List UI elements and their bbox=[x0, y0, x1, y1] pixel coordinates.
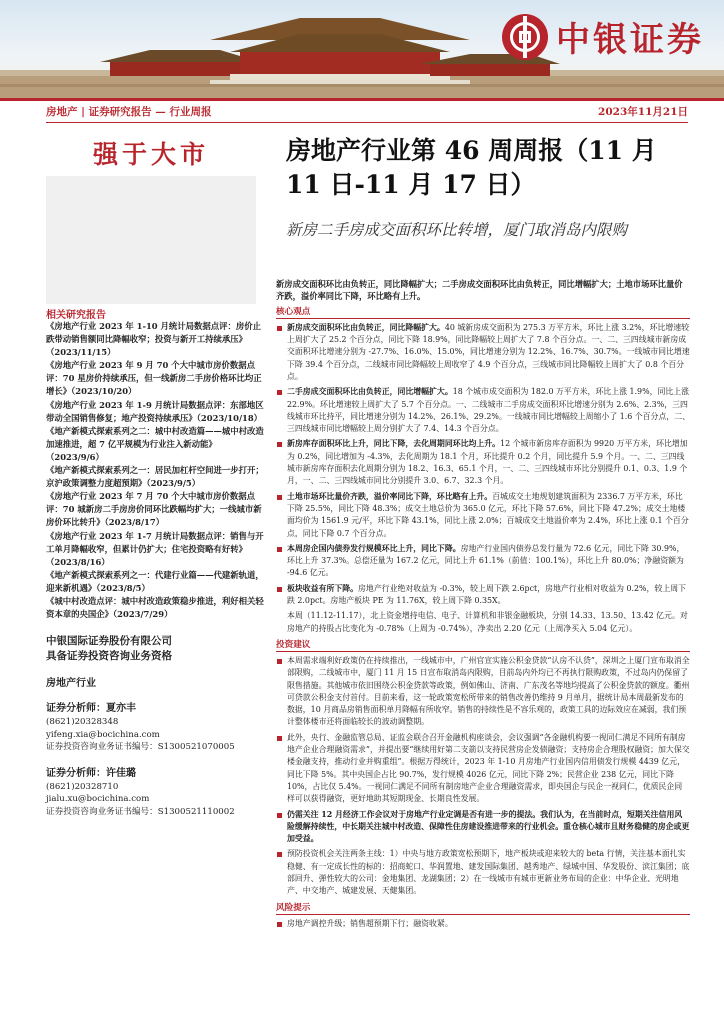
bank-of-china-logo-icon bbox=[502, 14, 548, 60]
related-reports-list bbox=[46, 320, 264, 621]
advice-text: 此外，央行、金融监管总局、证监会联合召开金融机构座谈会，会议强调“各金融机构要一视同仁满足不同所有制房地产企业合理融资需求”，并提出要“继续用好第二支箭以支持民营房企发债融资；支持房企合理股权融资；加大保交楼金融支持，推动行业并购重组”。根据万得统计，2023 年 1-10 月房地产行业国内信用债发行规模 4439 亿元，同比下降 5%。其中央国企占比 90.7%，发行规模 4026 亿元，同比下降 2%；民营企业 238 亿元，同比下降 10%，占比仅 5.4%。一视同仁满足不同所有制房地产企业合理融资需求，即央国企与民企一视同仁，优质民企同样可以获得融资，更好地助其短期现金、长期良性发展。 bbox=[287, 732, 690, 804]
analyst-card bbox=[46, 766, 266, 819]
core-point-text: 40 城新房成交面积为 275.3 万平方米，环比上涨 3.2%，环比增速较上周扩大了 25.2 个百分点，同比下降 18.9%，同比降幅较上周扩大了 7.8 个百分点。一、二、三四线城市新房成交面积环比增速分别为 -27.7%、16.0%、15.0%，同比增速分别为 12.2%、16.7%、30.7%。一线城市同比增速下降 39.4 个百分点，二线城市同比降幅较上周收窄了 4.9 个百分点，三线城市同比降幅较上周扩大了 0.8 个百分点。 bbox=[287, 322, 690, 381]
core-point-text: 房地产行业绝对收益为 -0.3%，较上周下跌 2.6pct，房地产行业相对收益为 0.2%，较上周下跌 2.0pct。房地产板块 PE 为 11.76X，较上周下降 0.35X。 bbox=[287, 583, 687, 606]
report-subtitle: 新房二手房成交面积环比转增，厦门取消岛内限购 bbox=[286, 221, 628, 239]
advice-text: 本周需求端利好政策仍在持续推出，一线城市中，广州官宣实施公积金贷款“认房不认贷”，深圳之上厦门宣布取消全部限购，二线城市中，厦门 11 月 15 日宣布取消岛内限购，目前岛内外均已不再执行限购政策，不过岛内仍保留了限售措施。其他城市依旧围绕公积金贷款等政策，例如佛山、济南、广东茂名等地均提高了公积金贷款的额度。衢州可贷款公积金支付首付。目前来看，这一轮政策宽松所带来的销售改善仍维持 9 月单月，据统计局本周最新发布的数据，10 月商品房销售面积单月降幅有所收窄。销售的持续性是不容乐观的，政策工具的边际效应在减弱，我们预计整体楼市还将面临较长的波动调整期。 bbox=[287, 655, 690, 727]
core-point bbox=[276, 438, 690, 487]
bullet-icon bbox=[277, 547, 282, 552]
brand-name: 中银证券 bbox=[556, 20, 704, 60]
analyst-cert: 证券投资咨询业务证书编号：S1300521110002 bbox=[46, 806, 235, 817]
analyst-name: 证券分析师：许佳璐 bbox=[46, 767, 136, 779]
bullet-icon bbox=[277, 813, 282, 818]
core-point bbox=[276, 491, 690, 540]
advice-point bbox=[276, 809, 690, 846]
bullet-icon bbox=[277, 495, 282, 500]
risk-text: 房地产调控升级；销售超预期下行；融资收紧。 bbox=[287, 918, 453, 928]
meta-divider bbox=[46, 122, 688, 123]
report-body bbox=[276, 278, 690, 933]
core-point bbox=[276, 543, 690, 580]
section-divider bbox=[276, 651, 690, 652]
core-point-heading: 新房库存面积环比上升，同比下降，去化周期同环比均上升。 bbox=[287, 439, 501, 449]
related-report-item[interactable]: 《地产新模式探索系列之一：居民加杠杆空间进一步打开；京沪政策调整力度超预期》（2023/9/5） bbox=[46, 465, 264, 489]
advice-point bbox=[276, 655, 690, 729]
sector-name: 房地产行业 bbox=[46, 678, 96, 689]
bullet-icon bbox=[277, 659, 282, 664]
bullet-icon bbox=[277, 736, 282, 741]
section-title-core: 核心观点 bbox=[276, 306, 311, 317]
core-point-heading: 二手房成交面积环比由负转正，同比增幅扩大。 bbox=[287, 387, 453, 397]
core-point-text: 百城成交土地规划建筑面积为 2336.7 万平方米，环比下降 25.5%，同比下降 48.3%；成交土地总价为 365.0 亿元，环比下降 57.6%，同比下降 47.2%；成交土地楼面均价为 1561.9 元/平，环比下降 43.1%，同比上涨 2.0%；百城成交土地溢价率为 2.4%，环比上涨 0.1 个百分点，同比下降 0.7 个百分点。 bbox=[287, 491, 689, 538]
bullet-icon bbox=[277, 922, 282, 927]
related-report-item[interactable]: 《房地产行业 2023 年 9 月 70 个大中城市房价数据点评：70 星房价持续承压，但一线新房二手房价格环比均正增长》（2023/10/20） bbox=[46, 360, 262, 397]
credentials-block bbox=[46, 634, 266, 818]
weekly-note: 本周（11.12-11.17），北上资金增持电信、电子、计算机和非银金融板块，分别 14.33、13.50、13.42 亿元。对房地产的持股占比变化为 -0.78%（上周为 -0.74%），净卖出 2.20 亿元（上周净买入 5.04 亿元）。 bbox=[287, 611, 688, 633]
advice-text: 预防投资机会关注两条主线：1）中央与地方政策宽松预期下，地产板块或迎来较大的 beta 行情，关注基本面扎实稳健、有一定成长性的标的：招商蛇口、华润置地、建发国际集团、越秀地产、绿城中国、华发股份、滨江集团；底部回升、弹性较大的公司：金地集团、龙湖集团；2）在一线城市有城市更新业务布局的企业：中华企业、光明地产、中交地产、城建发展、天健集团。 bbox=[287, 849, 690, 896]
analyst-name: 证券分析师：夏亦丰 bbox=[46, 703, 136, 714]
bullet-icon bbox=[277, 390, 282, 395]
analyst-phone: (8621)20328710 bbox=[46, 781, 119, 792]
header-divider bbox=[0, 98, 724, 101]
core-point-text: 12 个城市新房库存面积为 9920 万平方米，环比增加为 0.2%，同比增加为 -4.3%，去化周期为 18.1 个月，环比提升 0.2 个月，同比提升 5.9 个月。一、二、三四线城市新房库存面积去化周期分别为 18.2、16.3、65.1 个月，一、二、三四线城市环比分别提升 0.1、0.3、1.9 个月，一、二、三四线城市同比分别提升 3.0、6.7、32.3 个月。 bbox=[287, 439, 688, 486]
core-point-heading: 本周房企国内债券发行规模环比上升，同比下降。 bbox=[287, 543, 461, 553]
advice-point bbox=[276, 732, 690, 806]
report-date: 2023年11月21日 bbox=[598, 106, 688, 118]
section-divider bbox=[276, 318, 690, 319]
analyst-cert: 证券投资咨询业务证书编号：S1300521070005 bbox=[46, 742, 235, 752]
header-banner bbox=[0, 0, 724, 98]
related-report-item[interactable]: 《房地产行业 2023 年 1-7 月统计局数据点评：销售与开工单月降幅收窄，但累计仍扩大；住宅投资略有好转》（2023/8/16） bbox=[46, 530, 264, 567]
core-point bbox=[276, 583, 690, 608]
analyst-email[interactable]: yifeng.xia@bocichina.com bbox=[46, 729, 160, 740]
advice-point bbox=[276, 848, 690, 897]
related-report-item[interactable]: 《城中村改造点评：城中村改造政策稳步推进，利好相关轻资本章的央国企》（2023/7/29） bbox=[46, 595, 264, 620]
analyst-phone: (8621)20328348 bbox=[46, 717, 119, 727]
breadcrumb: 房地产 | 证券研究报告 — 行业周报 bbox=[46, 106, 212, 118]
related-reports-title: 相关研究报告 bbox=[46, 310, 106, 321]
qualification: 具备证券投资咨询业务资格 bbox=[46, 650, 172, 662]
related-report-item[interactable]: 《房地产行业 2023 年 7 月 70 个大中城市房价数据点评：70 城新房二手房房价同环比跌幅均扩大；一线城市新房价环比转升》（2023/8/17） bbox=[46, 491, 262, 528]
core-point-text: 18 个城市成交面积为 182.0 万平方米，环比上涨 1.9%，同比上涨 22.9%。环比增速较上周扩大了 5.7 个百分点。一、二线城市二手房成交面积环比增速分别为 2.6%、2.3%，三四线城市环比持平，同比增速分别为 14.2%、26.1%、29.2%。一线城市同比增幅较上周缩小了 1.6 个百分点，二、三四线城市同比增幅较上周分别扩大了 7.4、14.3 个百分点。 bbox=[287, 387, 691, 434]
bullet-icon bbox=[277, 326, 282, 331]
related-report-item[interactable]: 《地产新模式探索系列之二：城中村改造篇——城中村改造加速推进，超 7 亿平规模为行业注入新动能》（2023/9/6） bbox=[46, 425, 264, 462]
analyst-email[interactable]: jialu.xu@bocichina.com bbox=[46, 794, 150, 804]
core-point-heading: 新房成交面积环比由负转正，同比降幅扩大。 bbox=[287, 322, 445, 332]
section-divider bbox=[276, 914, 690, 915]
section-title-risk: 风险提示 bbox=[276, 902, 311, 913]
brand-logo bbox=[502, 12, 704, 61]
core-point-text: 房地产行业国内债券总发行量为 72.6 亿元，同比下降 30.9%，环比上升 37.3%。总偿还量为 167.2 亿元，同比上升 61.1%（前值：100.1%），环比上升 80.0%；净融资额为 -94.6 亿元。 bbox=[287, 543, 685, 578]
rating-panel bbox=[46, 176, 256, 304]
bullet-icon bbox=[277, 852, 282, 857]
summary-lead: 新房成交面积环比由负转正，同比降幅扩大；二手房成交面积环比由负转正，同比增幅扩大；土地市场环比量价齐跌，溢价率同比下降，环比略有上升。 bbox=[276, 279, 683, 302]
company-name: 中银国际证券股份有限公司 bbox=[46, 635, 172, 647]
advice-text: 仍需关注 12 月经济工作会议对于房地产行业定调是否有进一步的提法。我们认为，在当前时点，短期关注信用风险缓解持续性，中长期关注城中村改造、保障性住房建设推进带来的行业机会。重仓核心城市且财务稳健的房企或更加受益。 bbox=[287, 809, 690, 844]
related-report-item[interactable]: 《地产新模式探索系列之一：代建行业篇——代建新轨道，迎来新机遇》（2023/8/5） bbox=[46, 569, 264, 593]
bullet-icon bbox=[277, 442, 282, 447]
report-meta-bar bbox=[46, 104, 688, 120]
related-report-item[interactable]: 《房地产行业 2023 年 1-9 月统计局数据点评：东部地区带动全国销售修复；地产投资持续承压》（2023/10/18） bbox=[46, 399, 264, 423]
risk-point bbox=[276, 918, 690, 930]
bullet-icon bbox=[277, 587, 282, 592]
report-title: 房地产行业第 46 周周报（11 月 11 日-11 月 17 日） bbox=[286, 136, 657, 199]
core-point bbox=[276, 322, 690, 383]
core-point-heading: 土地市场环比量价齐跌，溢价率同比下降，环比略有上升。 bbox=[287, 491, 493, 501]
core-point bbox=[276, 386, 690, 435]
rating-label: 强于大市 bbox=[92, 140, 209, 169]
section-title-advice: 投资建议 bbox=[276, 639, 311, 650]
analyst-card bbox=[46, 701, 266, 754]
related-report-item[interactable]: 《房地产行业 2023 年 1-10 月统计局数据点评：房价止跌带动销售额同比降幅收窄；投资与新开工持续承压》（2023/11/15） bbox=[46, 321, 262, 358]
core-point-heading: 板块收益有所下降。 bbox=[287, 583, 359, 593]
